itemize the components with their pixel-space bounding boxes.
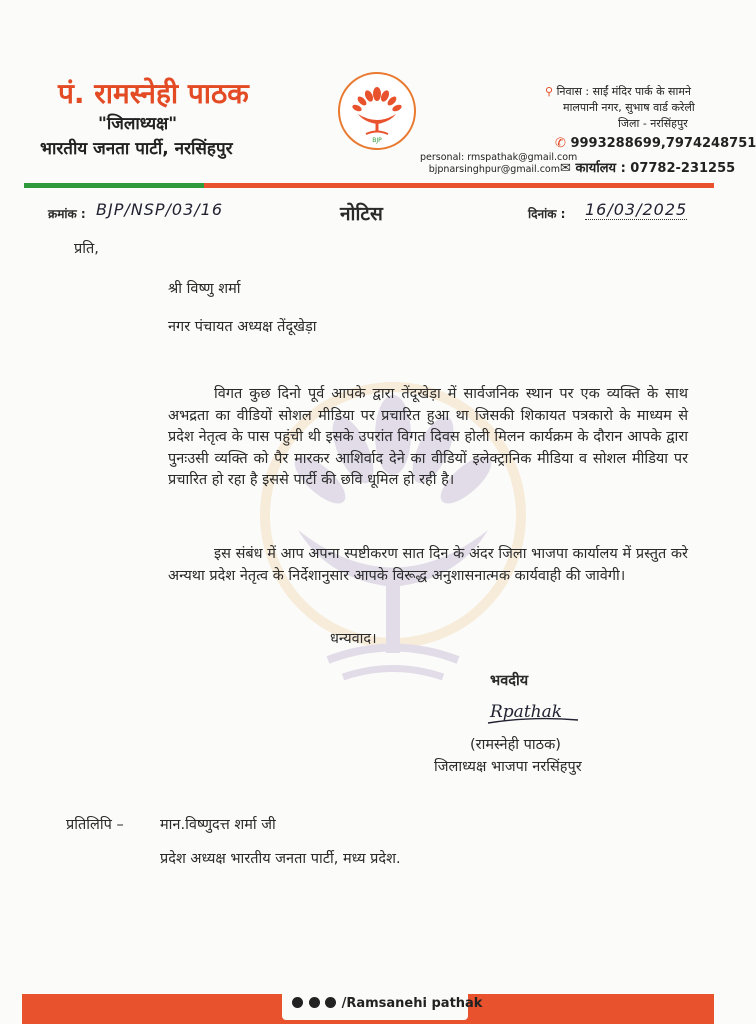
ref-number: BJP/NSP/03/16: [96, 200, 224, 219]
location-pin-icon: ⚲: [545, 85, 557, 98]
address-line-1-text: निवास : साईं मंदिर पार्क के सामने: [556, 85, 692, 98]
copy-label: प्रतिलिपि –: [66, 817, 124, 833]
office-line: [560, 158, 735, 176]
copy-to-name: मान.विष्णुदत्त शर्मा जी: [160, 817, 276, 833]
yours-faithfully: भवदीय: [490, 673, 529, 689]
paragraph-2: इस संबंध में आप अपना स्पष्टीकरण सात दिन के अंदर जिला भाजपा कार्यालय में प्रस्तुत करे अन्यथा प्रदेश नेतृत्व के निर्देशानुसार आपके विरूद्ध अनुशासनात्मक कार्यवाही की जावेगी।: [168, 546, 688, 584]
recipient-name: श्री विष्णु शर्मा: [168, 281, 241, 297]
letterhead-name: पं. रामस्नेही पाठक: [58, 77, 249, 110]
signature-icon: [486, 692, 582, 728]
office-phone: कार्यालय : 07782-231255: [575, 161, 736, 176]
letterhead-party: भारतीय जनता पार्टी, नरसिंहपुर: [40, 139, 233, 159]
svg-text:BJP: BJP: [372, 137, 382, 144]
email-office: bjpnarsinghpur@gmail.com: [428, 164, 560, 175]
address-line-2: मालपानी नगर, सुभाष वार्ड करेली: [563, 101, 695, 114]
letterhead-post: "जिलाध्यक्ष": [98, 114, 178, 134]
mail-icon: ✉: [560, 161, 571, 176]
x-icon: [292, 997, 303, 1008]
lotus-icon: [340, 74, 414, 148]
phone-line: [555, 136, 756, 151]
email-personal: personal: rmspathak@gmail.com: [420, 152, 578, 163]
recipient-post: नगर पंचायत अध्यक्ष तेंदूखेड़ा: [168, 319, 317, 335]
facebook-icon: [325, 997, 336, 1008]
bjp-lotus-logo: [338, 72, 416, 150]
stripe-saffron: [204, 183, 714, 188]
phone-icon: ✆: [555, 136, 566, 151]
notice-title: नोटिस: [340, 203, 383, 225]
signer-name: (रामस्नेही पाठक): [470, 737, 561, 753]
date-label: दिनांक :: [528, 207, 566, 221]
phone-number: 9993288699,7974248751: [570, 136, 756, 151]
signature-text: Rpathak: [490, 702, 563, 722]
header-stripe: [24, 183, 714, 188]
ref-label: क्रमांक :: [48, 207, 86, 221]
social-handle[interactable]: [292, 996, 482, 1011]
address-line-3: जिला - नरसिंहपुर: [618, 117, 688, 130]
social-handle-text: /Ramsanehi pathak: [341, 996, 483, 1011]
email-block: [420, 152, 578, 176]
salutation-prati: प्रति,: [74, 241, 99, 257]
thanks-text: धन्यवाद।: [330, 631, 377, 647]
instagram-icon: [309, 997, 320, 1008]
signer-post: जिलाध्यक्ष भाजपा नरसिंहपुर: [434, 759, 582, 775]
paragraph-1: विगत कुछ दिनो पूर्व आपके द्वारा तेंदूखेड़ा में सार्वजनिक स्थान पर एक व्यक्ति के साथ अभद्रता का वीडियों सोशल मीडिया पर प्रचारित हुआ था जिसकी शिकायत पत्रकारो के माध्यम से प्रदेश नेतृत्व के पास पहुंची थी इसके उपरांत विगत दिवस होली मिलन कार्यक्रम के दौरान आपके द्वारा पुनःउसी व्यक्ति को पैर मारकर आशिर्वाद देने का वीडियों इलेक्ट्रानिक मीडिया व सोशल मीडिया पर प्रचारित हो रहा है इससे पार्टी की छवि धूमिल हो रही है।: [168, 386, 688, 488]
stripe-green: [24, 183, 204, 188]
copy-to-post: प्रदेश अध्यक्ष भारतीय जनता पार्टी, मध्य प्रदेश.: [160, 851, 401, 867]
address-line-1: [545, 84, 691, 99]
date-value: 16/03/2025: [585, 200, 688, 219]
